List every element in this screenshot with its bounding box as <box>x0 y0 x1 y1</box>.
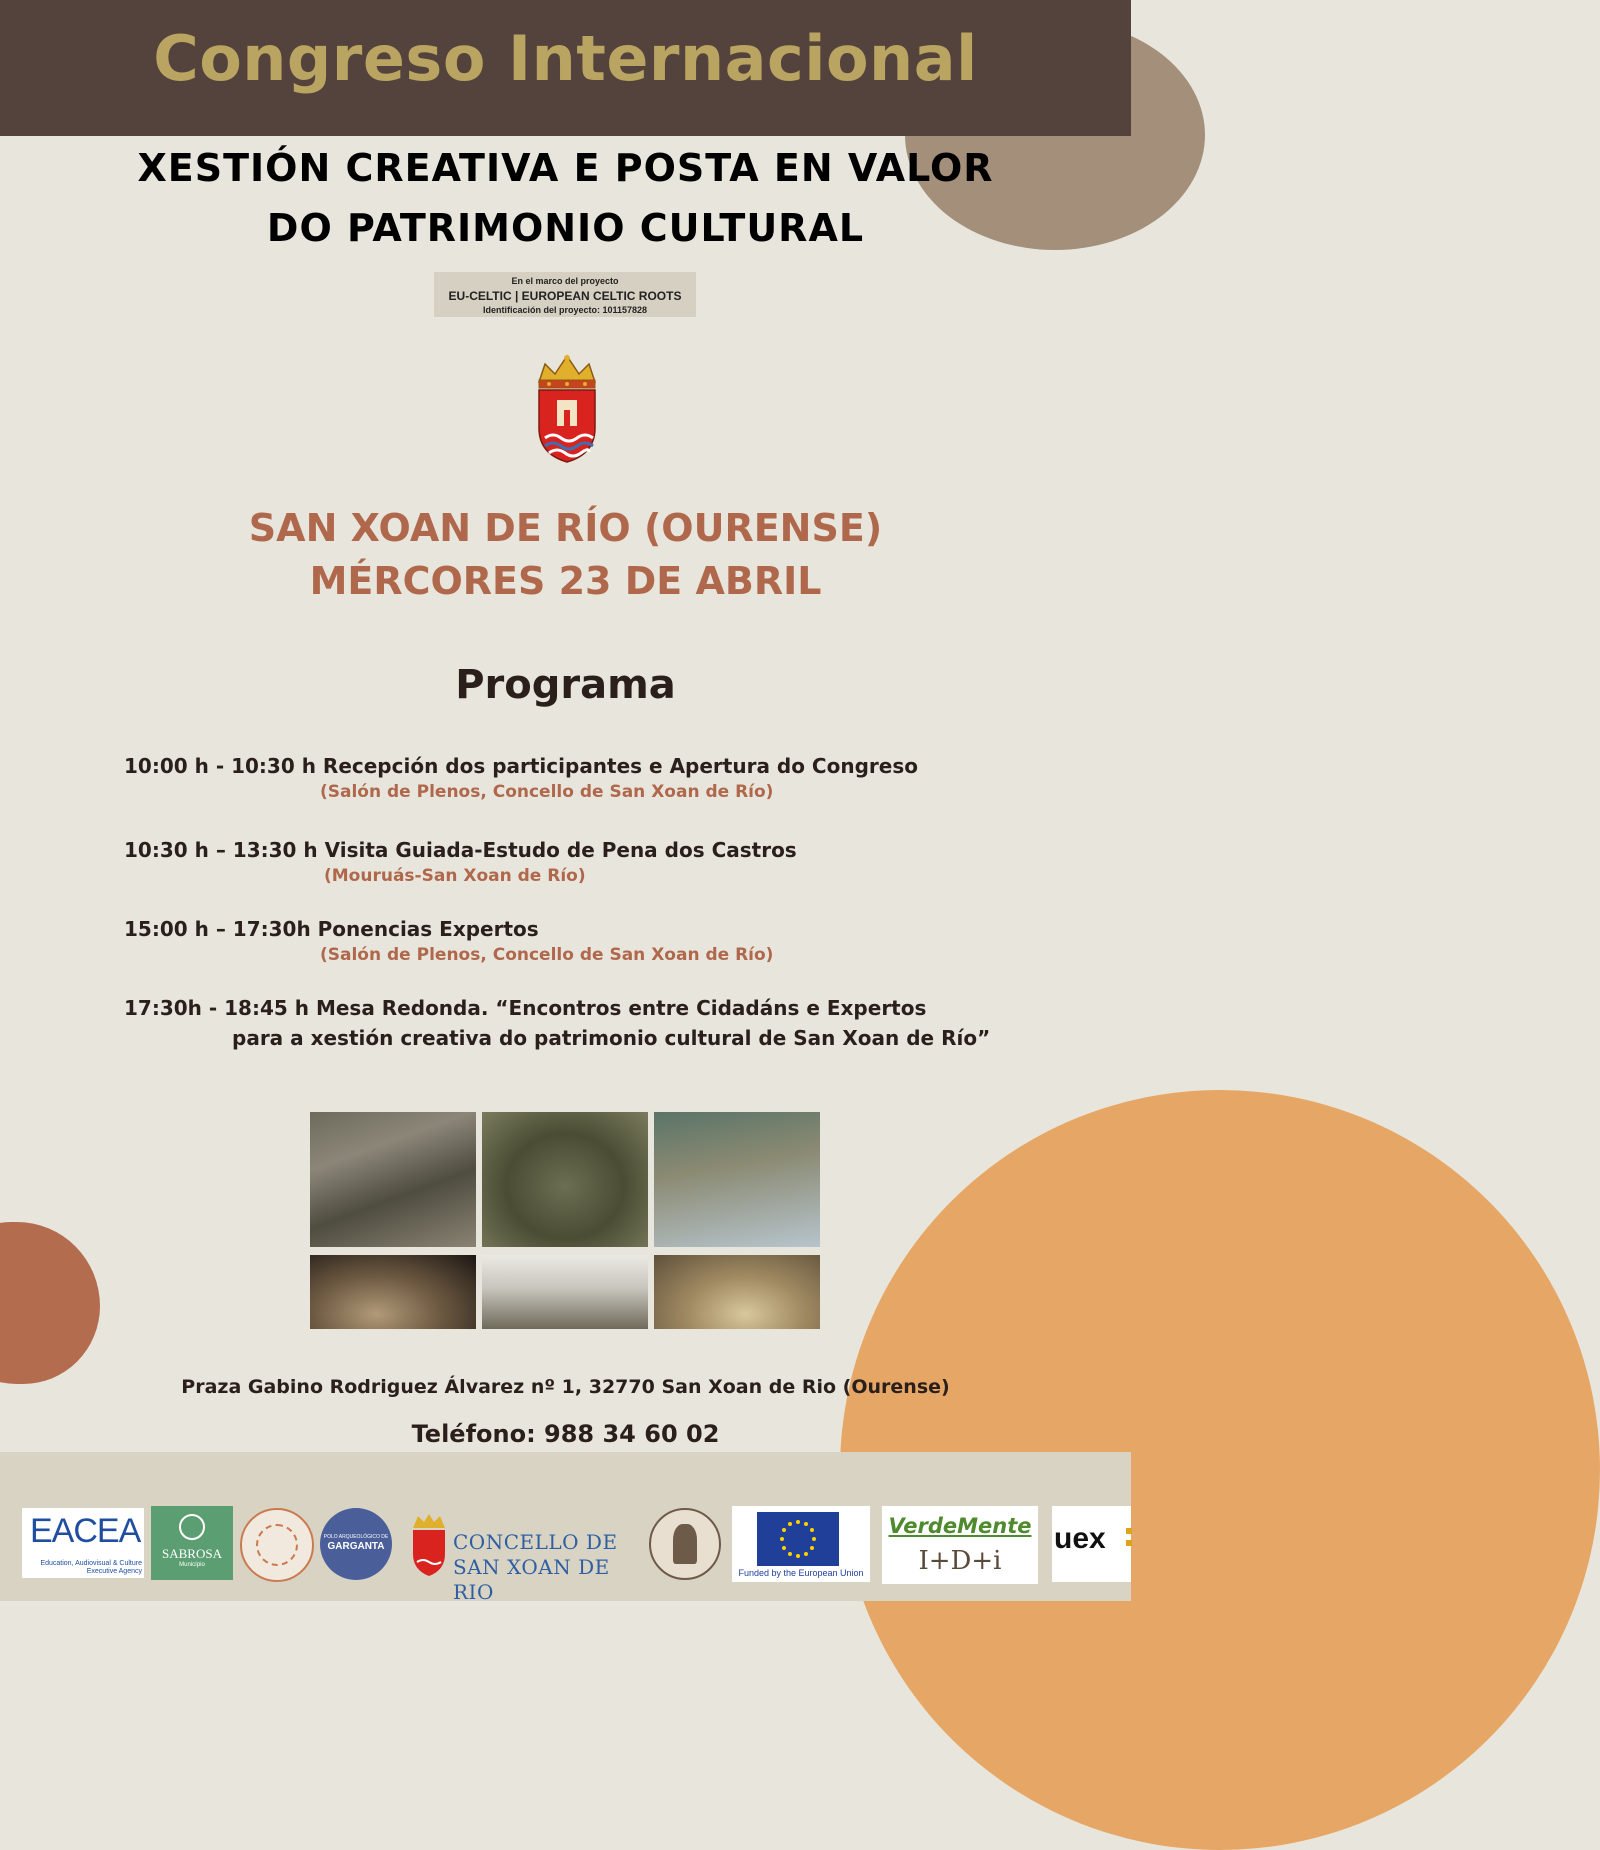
eacea-logo-subtitle: Education, Audiovisual & Culture Executive Agency <box>40 1560 142 1575</box>
photo-landscape-tree <box>482 1255 648 1329</box>
main-title <box>40 138 1091 258</box>
eu-funded-caption: Funded by the European Union <box>738 1568 864 1578</box>
sabrosa-emblem-icon <box>179 1514 205 1540</box>
decorative-blob-left <box>0 1222 100 1384</box>
sabrosa-logo <box>151 1506 233 1580</box>
project-id: Identificación del proyecto: 101157828 <box>482 305 648 315</box>
seal-ring-icon <box>256 1524 298 1566</box>
uex-dot-icon <box>1126 1528 1132 1534</box>
program-item-continuation: para a xestión creativa do patrimonio cultural de San Xoan de Río” <box>232 1026 991 1050</box>
program-item <box>124 917 1024 965</box>
program-item-main: 10:00 h - 10:30 h Recepción dos participantes e Apertura do Congreso <box>124 754 918 778</box>
photo-stone-stairs <box>310 1112 476 1247</box>
banner-title: Congreso Internacional <box>153 22 978 95</box>
garganta-logo <box>320 1508 392 1580</box>
program-item-location: (Salón de Plenos, Concello de San Xoan de Río) <box>320 945 774 965</box>
address: Praza Gabino Rodriguez Álvarez nº 1, 32770 San Xoan de Rio (Ourense) <box>181 1376 950 1398</box>
eacea-logo-text: EACEA <box>30 1512 141 1550</box>
programa-title: Programa <box>455 662 676 708</box>
program-item-main: 10:30 h – 13:30 h Visita Guiada-Estudo de Pena dos Castros <box>124 838 797 862</box>
program-item-location: (Mouruás-San Xoan de Río) <box>324 866 586 886</box>
seal-figure-icon <box>673 1524 697 1564</box>
top-banner <box>0 0 1131 136</box>
program-item <box>124 838 1024 886</box>
program-item-location: (Salón de Plenos, Concello de San Xoan de Río) <box>320 782 774 802</box>
program-item <box>124 996 1024 1050</box>
concello-line1: CONCELLO DE <box>453 1530 618 1554</box>
eu-flag-icon <box>757 1512 839 1566</box>
project-intro: En el marco del proyecto <box>511 276 619 286</box>
concello-logo-text <box>453 1530 641 1605</box>
garganta-logo-text: GARGANTA <box>327 1541 385 1552</box>
association-seal-logo <box>240 1508 314 1582</box>
uex-logo-text: uex <box>1054 1522 1106 1555</box>
sabrosa-logo-text: SABROSA <box>162 1546 222 1561</box>
photo-castro-ruins <box>482 1112 648 1247</box>
photo-metal-disc <box>654 1255 820 1329</box>
verdemente-logo-subtitle: I+D+i <box>918 1546 1002 1576</box>
sabrosa-logo-subtitle: Município <box>179 1562 205 1568</box>
verdemente-logo <box>882 1506 1038 1584</box>
verdemente-logo-text: VerdeMente <box>888 1514 1032 1538</box>
project-name: EU-CELTIC | EUROPEAN CELTIC ROOTS <box>448 289 682 303</box>
main-title-line1: XESTIÓN CREATIVA E POSTA EN VALOR <box>137 146 994 190</box>
program-item <box>124 754 1024 802</box>
eacea-logo <box>22 1508 144 1578</box>
photo-stone-object <box>310 1255 476 1329</box>
concello-logo <box>405 1506 641 1604</box>
event-location-date <box>0 502 1131 608</box>
event-place: SAN XOAN DE RÍO (OURENSE) <box>248 506 883 550</box>
project-info-box <box>434 272 696 317</box>
coat-of-arms-icon <box>531 352 603 464</box>
garganta-logo-subtitle: POLO ARQUEOLÓGICO DE <box>323 1534 389 1540</box>
heritage-seal-logo <box>649 1508 721 1580</box>
program-item-main: 15:00 h – 17:30h Ponencias Expertos <box>124 917 539 941</box>
concello-shield-icon <box>409 1512 449 1578</box>
phone: Teléfono: 988 34 60 02 <box>411 1420 720 1448</box>
uex-dot-icon <box>1126 1540 1132 1546</box>
main-title-line2: DO PATRIMONIO CULTURAL <box>266 206 865 250</box>
photo-bronze-artifact <box>654 1112 820 1247</box>
uex-logo <box>1052 1506 1131 1582</box>
program-item-main: 17:30h - 18:45 h Mesa Redonda. “Encontros entre Cidadáns e Expertos <box>124 996 927 1020</box>
concello-line2: SAN XOAN DE RIO <box>453 1555 610 1604</box>
event-date: MÉRCORES 23 DE ABRIL <box>309 559 822 603</box>
eu-funded-logo <box>732 1506 870 1582</box>
